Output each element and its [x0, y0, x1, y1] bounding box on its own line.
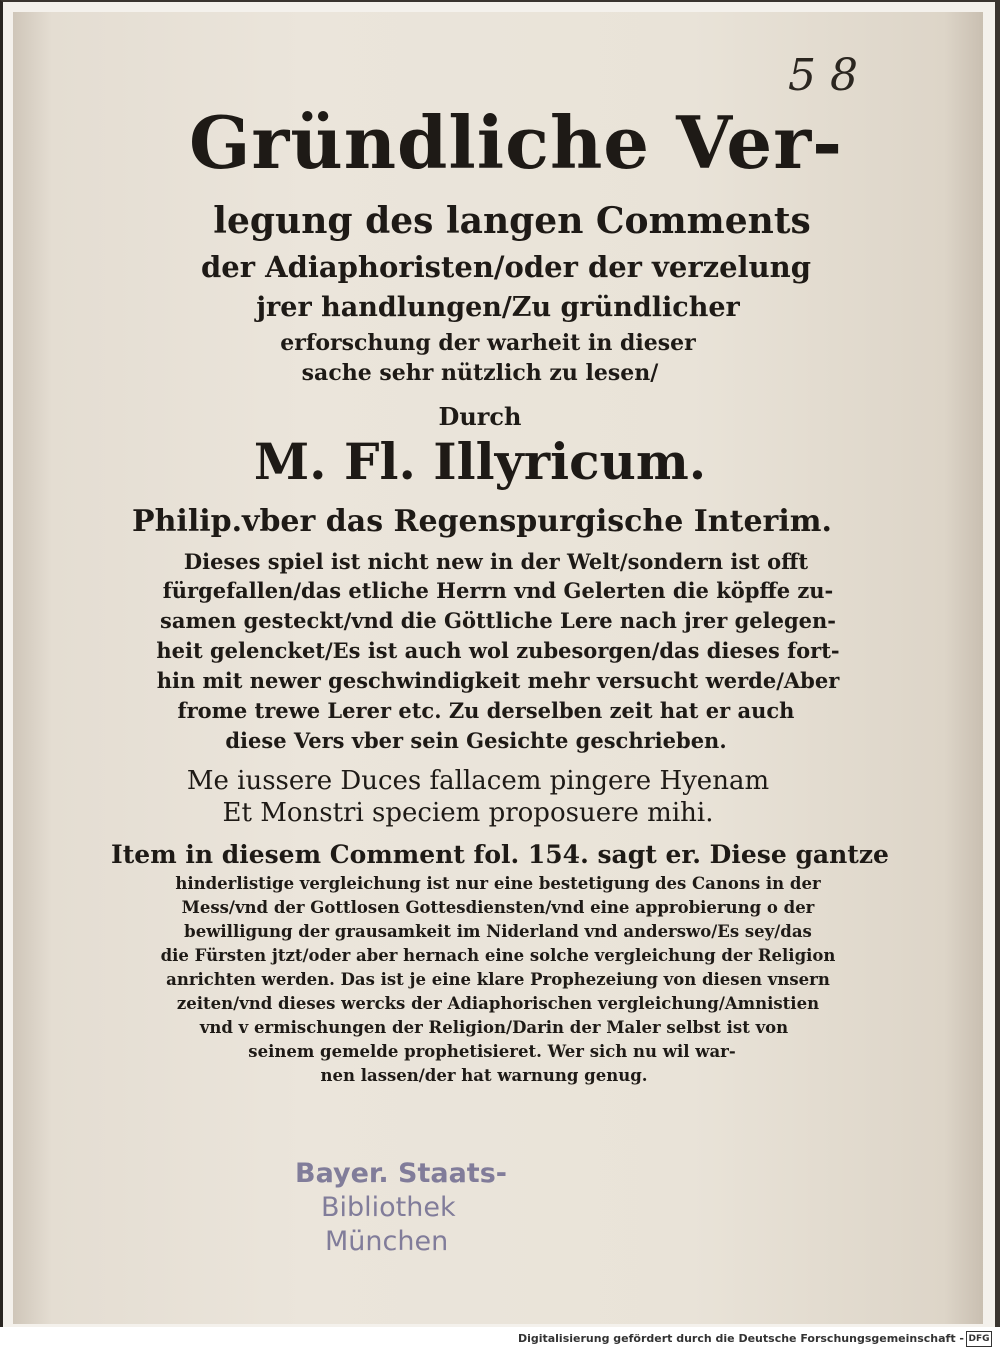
item-line: bewilligung der grausamkeit im Niderland vnd anderswo/Es sey/das — [184, 922, 812, 941]
by-label: Durch — [438, 402, 522, 431]
dfg-logo-icon: DFG — [966, 1331, 992, 1347]
title-line-5: erforschung der warheit in dieser — [280, 330, 696, 356]
quote-line: fürgefallen/das etliche Herrn vnd Gelerten die köpffe zu- — [162, 578, 834, 603]
digitization-footer — [0, 1327, 1000, 1351]
title-line-6: sache sehr nützlich zu lesen/ — [301, 360, 659, 386]
author-name: M. Fl. Illyricum. — [253, 432, 707, 491]
item-heading: Item in diesem Comment fol. 154. sagt er. Diese gantze — [111, 840, 889, 869]
quote-line: frome trewe Lerer etc. Zu derselben zeit hat er auch — [177, 698, 795, 723]
quote-line: samen gesteckt/vnd die Göttliche Lere nach jrer gelegen- — [160, 608, 836, 633]
stamp-line-2: Bibliothek — [321, 1192, 456, 1223]
title-page — [13, 12, 983, 1324]
item-line: seinem gemelde prophetisieret. Wer sich nu wil war- — [248, 1042, 736, 1061]
handwritten-number: 5 8 — [788, 50, 858, 101]
quote-line: Dieses spiel ist nicht new in der Welt/sondern ist offt — [183, 549, 809, 574]
item-line: die Fürsten jtzt/oder aber hernach eine solche vergleichung der Religion — [160, 946, 836, 965]
quote-line: diese Vers vber sein Gesichte geschrieben. — [225, 728, 727, 753]
latin-verse-line: Me iussere Duces fallacem pingere Hyenam — [186, 766, 770, 796]
latin-verse-line: Et Monstri speciem proposuere mihi. — [222, 798, 714, 828]
title-line-1: Gründliche Ver- — [188, 100, 844, 185]
stamp-line-3: München — [325, 1226, 449, 1257]
quote-line: heit gelencket/Es ist auch wol zubesorgen/das dieses fort- — [156, 638, 840, 663]
item-line: Mess/vnd der Gottlosen Gottesdiensten/vnd eine approbierung o der — [181, 898, 815, 917]
item-line: zeiten/vnd dieses wercks der Adiaphorischen vergleichung/Amnistien — [176, 994, 820, 1013]
title-line-2: legung des langen Comments — [213, 200, 811, 242]
item-line: anrichten werden. Das ist je eine klare Prophezeiung von diesen vnsern — [166, 970, 830, 989]
item-line: vnd v ermischungen der Religion/Darin der Maler selbst ist von — [199, 1018, 789, 1037]
stamp-line-1: Bayer. Staats- — [295, 1158, 507, 1189]
item-line: hinderlistige vergleichung ist nur eine bestetigung des Canons in der — [175, 874, 821, 893]
footer-text: Digitalisierung gefördert durch die Deutsche Forschungsgemeinschaft - — [517, 1332, 964, 1345]
library-stamp — [295, 1157, 507, 1259]
title-line-3: der Adiaphoristen/oder der verzelung — [200, 250, 812, 284]
title-line-4: jrer handlungen/Zu gründlicher — [256, 292, 740, 323]
quote-line: hin mit newer geschwindigkeit mehr versucht werde/Aber — [156, 668, 840, 693]
quote-heading: Philip.vber das Regenspurgische Interim. — [132, 504, 832, 539]
item-line: nen lassen/der hat warnung genug. — [320, 1066, 648, 1085]
